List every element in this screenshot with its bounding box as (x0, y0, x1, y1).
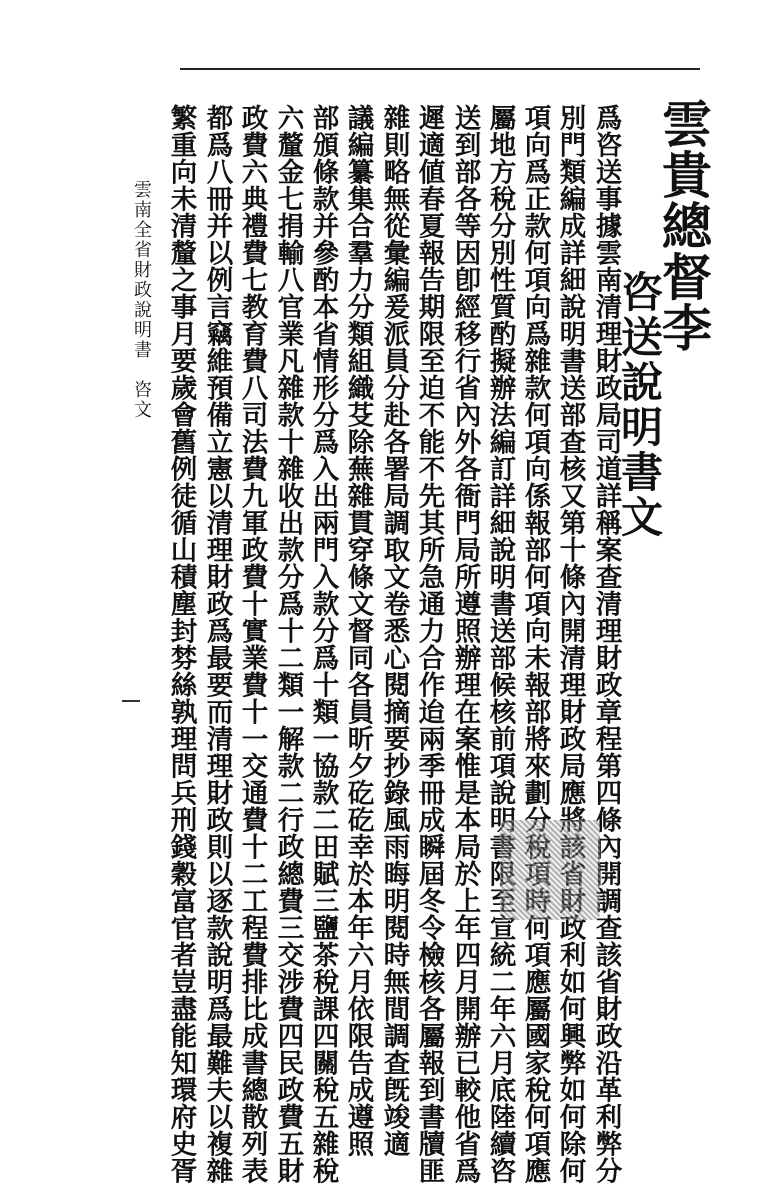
body-column: 繁重向未清釐之事月要歲會舊例徒循山積塵封棼絲孰理問兵刑錢穀富官者豈盡能知環府史胥 (165, 104, 197, 1184)
body-column: 別門類編成詳細說明書送部查核又第十條內開清理財政局應將該省財政利如何興弊如何除何 (554, 104, 586, 1184)
body-column: 屬地方稅分別性質酌擬辦法編訂詳細說明書送部候核前項說明書限至宣統二年六月底陸續咨 (484, 104, 516, 1184)
document-title: 雲貴總督李 (654, 98, 713, 353)
document-subtitle: 咨送說明書文 (615, 270, 664, 540)
top-border-rule (180, 68, 700, 70)
body-column: 項向爲正款何項向爲雜款何項向係報部何項向未報部將來劃分稅項時何項應屬國家稅何項應 (519, 104, 551, 1184)
body-column: 六釐金七捐輸八官業凡雜款十雜收出款分爲十二類一解款二行政總費三交涉費四民政費五財 (272, 104, 304, 1184)
body-column: 遲適値春夏報告期限至迫不能不先其所急通力合作迨兩季冊成瞬屆冬令檢核各屬報到書牘匪 (413, 104, 445, 1184)
page-number-mark (122, 700, 140, 702)
body-column: 議編纂集合羣力分類組織芟除蕪雜貫穿條文督同各員昕夕矻矻幸於本年六月依限告成遵照 (342, 104, 374, 1157)
body-column: 送到部各等因卽經移行省內外各衙門局所遵照辦理在案惟是本局於上年四月開辦已較他省爲 (449, 104, 481, 1184)
body-column: 部頒條款并參酌本省情形分爲入出兩門入款分爲十類一協款二田賦三鹽茶稅課四關稅五雜稅 (307, 104, 339, 1184)
seal-stamp (500, 820, 600, 920)
running-head: 雲南全省財政說明書 咨文 (131, 180, 152, 420)
body-column: 爲咨送事據雲南清理財政局司道詳稱案查清理財政章程第四條內開調查該省財政沿革利弊分 (590, 104, 622, 1184)
body-column: 都爲八冊并以例言竊維預備立憲以清理財政爲最要而清理財政則以逐款說明爲最難夫以複雜 (201, 104, 233, 1184)
body-column: 政費六典禮費七教育費八司法費九軍政費十實業費十一交通費十二工程費排比成書總散列表 (236, 104, 268, 1184)
body-column: 雜則略無從彙編爰派員分赴各署局調取文卷悉心閱摘要抄錄風雨晦明閱時無間調查旣竣適 (378, 104, 410, 1157)
